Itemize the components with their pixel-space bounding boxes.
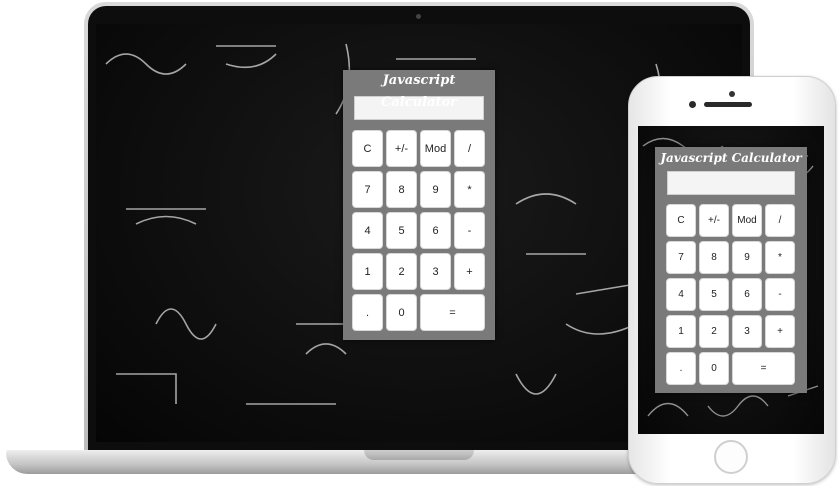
key-9[interactable]: 9 bbox=[420, 171, 451, 208]
key-subtract[interactable]: - bbox=[454, 212, 485, 249]
calculator-mobile bbox=[655, 147, 807, 393]
key-divide[interactable]: / bbox=[765, 204, 795, 237]
key-1[interactable]: 1 bbox=[666, 315, 696, 348]
key-mod[interactable]: Mod bbox=[732, 204, 762, 237]
laptop-notch bbox=[364, 450, 474, 460]
phone-camera bbox=[689, 101, 696, 108]
key-divide[interactable]: / bbox=[454, 130, 485, 167]
key-3[interactable]: 3 bbox=[420, 253, 451, 290]
key-0[interactable]: 0 bbox=[699, 352, 729, 385]
laptop-camera bbox=[416, 14, 421, 19]
key-4[interactable]: 4 bbox=[666, 278, 696, 311]
key-mod[interactable]: Mod bbox=[420, 130, 451, 167]
key-sign[interactable]: +/- bbox=[386, 130, 417, 167]
key-7[interactable]: 7 bbox=[352, 171, 383, 208]
key-subtract[interactable]: - bbox=[765, 278, 795, 311]
calculator-title: Javascript Calculator bbox=[381, 73, 457, 110]
key-multiply[interactable]: * bbox=[765, 241, 795, 274]
key-5[interactable]: 5 bbox=[699, 278, 729, 311]
key-6[interactable]: 6 bbox=[420, 212, 451, 249]
key-5[interactable]: 5 bbox=[386, 212, 417, 249]
key-decimal[interactable]: . bbox=[666, 352, 696, 385]
keypad-mobile bbox=[666, 204, 799, 385]
key-add[interactable]: + bbox=[454, 253, 485, 290]
key-3[interactable]: 3 bbox=[732, 315, 762, 348]
calculator-title-mobile: Javascript Calculator bbox=[660, 151, 802, 165]
key-equals[interactable]: = bbox=[420, 294, 485, 331]
key-2[interactable]: 2 bbox=[386, 253, 417, 290]
key-multiply[interactable]: * bbox=[454, 171, 485, 208]
phone-home-button[interactable] bbox=[714, 440, 748, 474]
phone-speaker bbox=[704, 102, 752, 107]
phone-sensor bbox=[729, 91, 735, 97]
calculator-desktop bbox=[343, 70, 495, 340]
key-9[interactable]: 9 bbox=[732, 241, 762, 274]
calculator-display-mobile bbox=[667, 171, 795, 195]
key-2[interactable]: 2 bbox=[699, 315, 729, 348]
key-equals[interactable]: = bbox=[732, 352, 795, 385]
key-clear[interactable]: C bbox=[666, 204, 696, 237]
key-8[interactable]: 8 bbox=[386, 171, 417, 208]
keypad bbox=[352, 130, 487, 331]
key-1[interactable]: 1 bbox=[352, 253, 383, 290]
key-clear[interactable]: C bbox=[352, 130, 383, 167]
key-decimal[interactable]: . bbox=[352, 294, 383, 331]
key-7[interactable]: 7 bbox=[666, 241, 696, 274]
key-6[interactable]: 6 bbox=[732, 278, 762, 311]
key-add[interactable]: + bbox=[765, 315, 795, 348]
key-4[interactable]: 4 bbox=[352, 212, 383, 249]
key-sign[interactable]: +/- bbox=[699, 204, 729, 237]
key-0[interactable]: 0 bbox=[386, 294, 417, 331]
key-8[interactable]: 8 bbox=[699, 241, 729, 274]
